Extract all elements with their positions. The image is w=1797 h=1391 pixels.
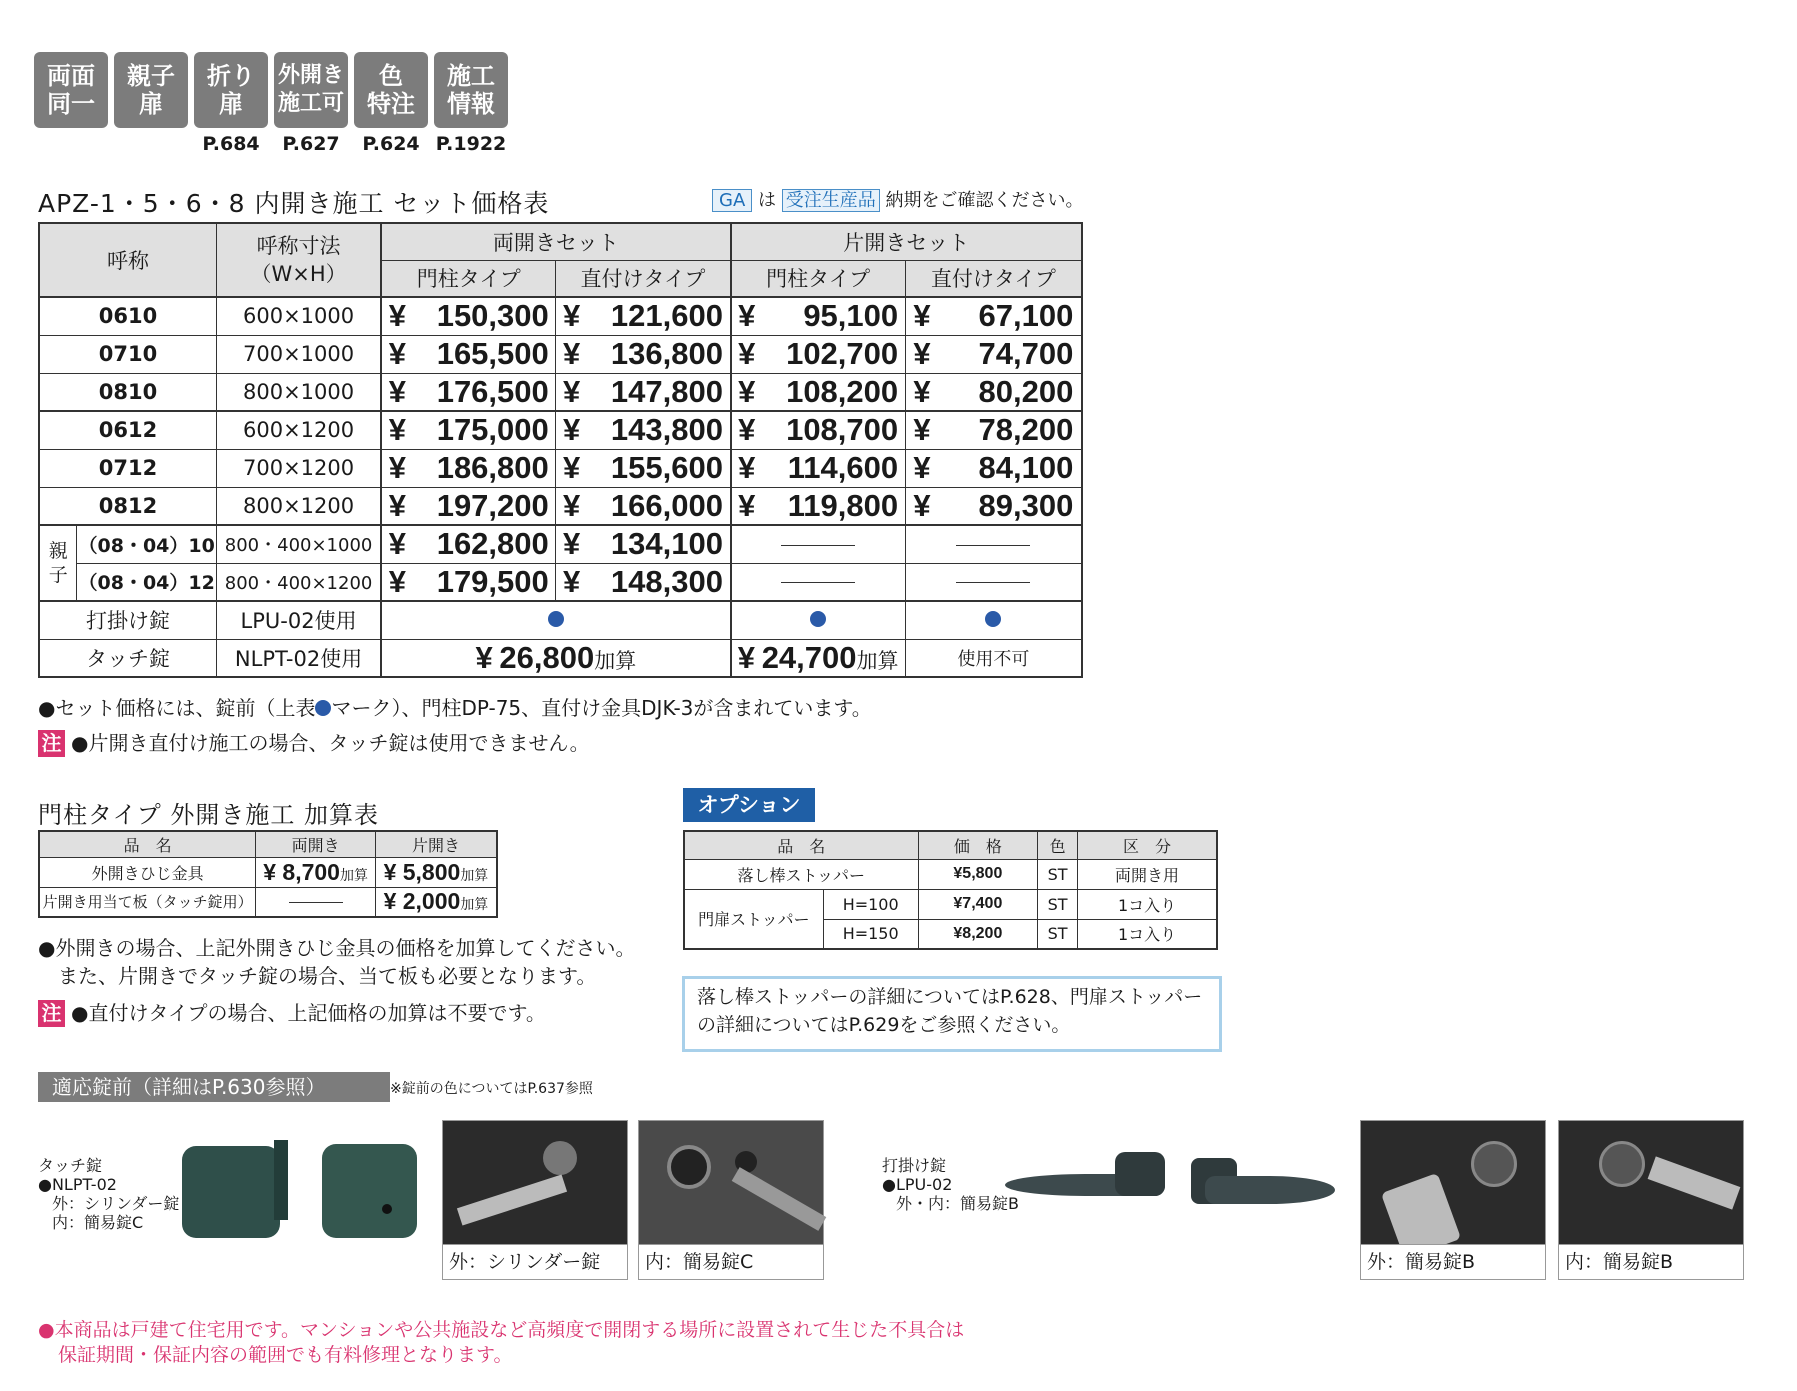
price-value: 114,600 (787, 450, 899, 485)
price-value: 165,500 (436, 336, 549, 371)
yen-sign: ¥ (738, 487, 756, 523)
touch-lock-name: タッチ錠 (38, 1156, 103, 1175)
badge-sotobiraki: 外開き 施工可 (274, 52, 348, 128)
blue-dot-icon (315, 700, 331, 716)
badge-ryomen: 両面 同一 (34, 52, 108, 128)
price-value: 197,200 (436, 487, 549, 523)
header-single-set: 片開きセット (731, 223, 1082, 260)
table-row (39, 335, 1082, 373)
badge-oyako: 親子 扉 (114, 52, 188, 128)
ga-ha: は (758, 190, 776, 211)
add-header-name: 品 名 (39, 831, 256, 857)
row-code: 0610 (39, 297, 216, 335)
price-value: 162,800 (436, 526, 549, 562)
not-available-dash (731, 525, 906, 563)
price-value: 143,800 (610, 412, 723, 448)
footer-note (38, 1318, 964, 1368)
direct-touch-note (38, 727, 590, 757)
price-cell (905, 487, 1082, 525)
price-value: 108,200 (786, 373, 899, 409)
yen-sign: ¥ (388, 563, 407, 599)
option-r1-color: ST (1038, 859, 1078, 889)
price-value: 67,100 (978, 298, 1074, 334)
add-row2-single: ¥ 2,000加算 (375, 887, 497, 917)
option-r3-h: H=150 (823, 919, 918, 949)
touch-single-suffix: 加算 (856, 648, 899, 673)
yen-sign: ¥ (913, 412, 931, 448)
touch-double-price (381, 639, 730, 677)
yen-sign: ¥ (738, 412, 756, 448)
row-code: 0612 (39, 411, 216, 449)
price-value: 102,700 (786, 336, 899, 371)
price-cell (731, 487, 906, 525)
option-r2-name: 門扉ストッパー (684, 889, 823, 949)
oyako-code: （08・04）12 (77, 563, 217, 601)
price-cell (556, 411, 731, 449)
price-cell (731, 335, 906, 373)
add-row2-name: 片開き用当て板（タッチ錠用） (39, 887, 256, 917)
yen-sign: ¥ (388, 526, 407, 562)
yen-sign: ¥ (738, 336, 756, 371)
option-r2-color: ST (1038, 889, 1078, 919)
price-value: 186,800 (436, 450, 549, 485)
add-row1-name: 外開きひじ金具 (39, 857, 256, 887)
photo-caption-1: 外：シリンダー錠 (443, 1244, 627, 1279)
table-row (39, 449, 1082, 487)
price-cell (556, 487, 731, 525)
footer-note-line1: ●本商品は戸建て住宅用です。マンションや公共施設など高頻度で開閉する場所に設置されて生じた不具合は (38, 1319, 965, 1341)
lock-latch-name: 打掛け錠 (39, 601, 216, 639)
touch-single-post-price (731, 639, 906, 677)
price-value: 166,000 (610, 487, 723, 523)
price-cell (381, 373, 556, 411)
photo-caption-2: 内：簡易錠C (639, 1244, 823, 1279)
price-value: 74,700 (978, 336, 1074, 371)
price-cell (556, 335, 731, 373)
photo-outside-simple-b (1360, 1120, 1546, 1280)
photo-inside-simple-c (638, 1120, 824, 1280)
touch-double-value: 26,800 (499, 639, 595, 675)
not-available-dash (905, 563, 1082, 601)
add-note-2: また、片開きでタッチ錠の場合、当て板も必要となります。 (58, 964, 597, 988)
yen-sign: ¥ (562, 450, 581, 485)
latch-single-direct-mark (905, 601, 1082, 639)
lock-touch-name: タッチ錠 (39, 639, 216, 677)
price-value: 175,000 (436, 412, 549, 448)
yen-sign: ¥ (738, 450, 756, 485)
yen-sign: ¥ (913, 336, 931, 371)
yen-sign: ¥ (388, 487, 407, 523)
row-size: 600×1200 (216, 411, 381, 449)
price-cell (905, 449, 1082, 487)
add-header-single: 片開き (375, 831, 497, 857)
add-row1-single: ¥ 5,800加算 (375, 857, 497, 887)
option-r1-kubun: 両開き用 (1078, 859, 1217, 889)
yen-sign: ¥ (562, 336, 581, 371)
lock-latch-model: LPU-02使用 (216, 601, 381, 639)
page-ref-folding: P.684 (202, 133, 260, 155)
yen-sign: ¥ (562, 487, 581, 523)
yen-sign: ¥ (562, 373, 581, 409)
add-header-double: 両開き (256, 831, 376, 857)
row-code: 0710 (39, 335, 216, 373)
price-value: 150,300 (436, 298, 549, 334)
row-code: 0812 (39, 487, 216, 525)
ga-rest: 納期をご確認ください。 (885, 190, 1084, 211)
photo-outside-cylinder (442, 1120, 628, 1280)
direct-touch-note-text: ●片開き直付け施工の場合、タッチ錠は使用できません。 (71, 731, 590, 755)
photo-inside-simple-b (1558, 1120, 1744, 1280)
yen-sign: ¥ (388, 298, 407, 334)
latch-single-post-mark (731, 601, 906, 639)
touch-lock-inside: 内：簡易錠C (52, 1213, 144, 1232)
price-value: 108,700 (786, 412, 899, 448)
price-cell (381, 297, 556, 335)
oyako-row (39, 563, 1082, 601)
badge-color: 色 特注 (354, 52, 428, 128)
row-code: 0712 (39, 449, 216, 487)
price-cell (731, 373, 906, 411)
ga-mark: GA (712, 189, 752, 212)
price-value: 179,500 (436, 563, 549, 599)
latch-lock-label (882, 1156, 1019, 1213)
set-price-note-a: ●セット価格には、錠前（上表 (38, 696, 316, 720)
touch-lock-model: ●NLPT-02 (38, 1175, 117, 1194)
table-row (39, 297, 1082, 335)
ga-note (712, 186, 1083, 212)
price-value: 80,200 (978, 373, 1074, 409)
option-r3-price: ¥8,200 (918, 919, 1038, 949)
row-code: 0810 (39, 373, 216, 411)
price-value: 155,600 (610, 450, 723, 485)
price-cell (556, 525, 731, 563)
price-cell (556, 297, 731, 335)
yen-sign: ¥ (913, 487, 931, 523)
yen-sign: ¥ (388, 450, 407, 485)
page-ref-outward: P.627 (282, 133, 340, 155)
add-table-title: 門柱タイプ 外開き施工 加算表 (38, 801, 380, 829)
option-table (683, 830, 1218, 950)
touch-single-direct: 使用不可 (905, 639, 1082, 677)
lock-section-title: 適応錠前（詳細はP.630参照） (38, 1072, 390, 1102)
header-double-post: 門柱タイプ (381, 260, 556, 297)
price-cell (556, 563, 731, 601)
oyako-code: （08・04）10 (77, 525, 217, 563)
option-r1-name: 落し棒ストッパー (684, 859, 918, 889)
row-size: 700×1000 (216, 335, 381, 373)
table-row (39, 411, 1082, 449)
price-value: 148,300 (610, 563, 723, 599)
photo-caption-4: 内：簡易錠B (1559, 1244, 1743, 1279)
oyako-row (39, 525, 1082, 563)
juchu-mark: 受注生産品 (782, 189, 880, 212)
badge-oritobira: 折り 扉 (194, 52, 268, 128)
row-size: 800×1000 (216, 373, 381, 411)
yen-sign: ¥ (388, 336, 407, 371)
yen-sign: ¥ (913, 298, 931, 334)
latch-lock-both: 外・内：簡易錠B (896, 1194, 1019, 1213)
footer-note-line2: 保証期間・保証内容の範囲でも有料修理となります。 (58, 1344, 513, 1366)
lock-touch-model: NLPT-02使用 (216, 639, 381, 677)
price-value: 121,600 (610, 298, 723, 334)
header-double-set: 両開きセット (381, 223, 730, 260)
price-cell (381, 335, 556, 373)
add-row1-double: ¥ 8,700加算 (256, 857, 376, 887)
price-cell (731, 297, 906, 335)
option-note-box: 落し棒ストッパーの詳細についてはP.628、門扉ストッパーの詳細についてはP.629をご参照ください。 (682, 976, 1222, 1052)
touch-double-suffix: 加算 (594, 648, 637, 673)
yen-sign: ¥ (738, 373, 756, 409)
touch-lock-label (38, 1156, 179, 1232)
caution-label-2: 注 (38, 1000, 65, 1027)
add-note-3 (38, 997, 546, 1027)
yen-sign: ¥ (738, 298, 756, 334)
header-single-post: 門柱タイプ (731, 260, 906, 297)
option-r3-kubun: 1コ入り (1078, 919, 1217, 949)
option-header-name: 品 名 (684, 831, 918, 859)
latch-lock-name: 打掛け錠 (882, 1156, 947, 1175)
price-cell (381, 525, 556, 563)
price-value: 89,300 (978, 487, 1074, 523)
yen-sign: ¥ (913, 373, 931, 409)
main-table-title: APZ-1・5・6・8 内開き施工 セット価格表 (38, 189, 550, 218)
row-size: 800×1200 (216, 487, 381, 525)
price-cell (556, 373, 731, 411)
option-r3-color: ST (1038, 919, 1078, 949)
latch-double-mark (381, 601, 730, 639)
price-value: 136,800 (610, 336, 723, 371)
page-ref-construction: P.1922 (435, 133, 507, 155)
touch-lock-outside: 外：シリンダー錠 (52, 1194, 180, 1213)
price-cell (381, 563, 556, 601)
lock-color-note: ※錠前の色についてはP.637参照 (390, 1081, 593, 1097)
header-size: 呼称寸法 （W×H） (216, 223, 381, 297)
price-cell (905, 373, 1082, 411)
price-cell (381, 411, 556, 449)
touch-lock-product-image (182, 1140, 422, 1240)
price-value: 176,500 (436, 373, 549, 409)
row-size: 600×1000 (216, 297, 381, 335)
row-size: 700×1200 (216, 449, 381, 487)
latch-lock-product-image (1005, 1150, 1335, 1220)
header-single-direct: 直付けタイプ (905, 260, 1082, 297)
price-cell (731, 449, 906, 487)
add-note-3-text: ●直付けタイプの場合、上記価格の加算は不要です。 (71, 1001, 546, 1025)
add-note-1: ●外開きの場合、上記外開きひじ金具の価格を加算してください。 (38, 936, 636, 960)
option-header-kubun: 区 分 (1078, 831, 1217, 859)
price-cell (905, 411, 1082, 449)
price-cell (731, 411, 906, 449)
option-r2-h: H=100 (823, 889, 918, 919)
yen-sign: ¥ (913, 450, 931, 485)
set-price-table (38, 222, 1083, 678)
oyako-size: 800・400×1200 (216, 563, 381, 601)
price-value: 84,100 (978, 450, 1074, 485)
header-nominal: 呼称 (39, 223, 216, 297)
yen-sign: ¥ (562, 412, 581, 448)
yen-sign: ¥ (388, 412, 407, 448)
yen-sign: ¥ (562, 298, 581, 334)
header-double-direct: 直付けタイプ (556, 260, 731, 297)
not-available-dash (731, 563, 906, 601)
touch-single-value: 24,700 (761, 639, 857, 675)
latch-lock-model: ●LPU-02 (882, 1175, 953, 1194)
price-cell (905, 297, 1082, 335)
photo-caption-3: 外：簡易錠B (1361, 1244, 1545, 1279)
price-value: 134,100 (610, 526, 723, 562)
price-value: 119,800 (787, 487, 899, 523)
price-cell (905, 335, 1082, 373)
price-value: 78,200 (978, 412, 1074, 448)
price-cell (381, 487, 556, 525)
touch-single-yen: ¥ (737, 639, 755, 675)
option-r2-kubun: 1コ入り (1078, 889, 1217, 919)
option-header-color: 色 (1038, 831, 1078, 859)
oyako-label: 親 子 (39, 525, 77, 601)
yen-sign: ¥ (388, 373, 407, 409)
price-cell (556, 449, 731, 487)
add-row2-double (256, 887, 376, 917)
badge-sekou: 施工 情報 (434, 52, 508, 128)
table-row (39, 487, 1082, 525)
set-price-note-b: マーク）、門柱DP-75、直付け金具DJK-3が含まれています。 (331, 696, 872, 720)
price-value: 147,800 (610, 373, 723, 409)
add-price-table (38, 830, 498, 918)
price-value: 95,100 (803, 298, 899, 334)
page-ref-color: P.624 (362, 133, 420, 155)
table-row (39, 373, 1082, 411)
option-r1-price: ¥5,800 (918, 859, 1038, 889)
caution-label: 注 (38, 730, 65, 757)
option-r2-price: ¥7,400 (918, 889, 1038, 919)
set-price-note (38, 692, 872, 721)
option-title: オプション (683, 788, 815, 822)
option-header-price: 価 格 (918, 831, 1038, 859)
yen-sign: ¥ (562, 563, 581, 599)
yen-sign: ¥ (562, 526, 581, 562)
touch-double-yen: ¥ (475, 639, 493, 675)
price-cell (381, 449, 556, 487)
oyako-size: 800・400×1000 (216, 525, 381, 563)
not-available-dash (905, 525, 1082, 563)
